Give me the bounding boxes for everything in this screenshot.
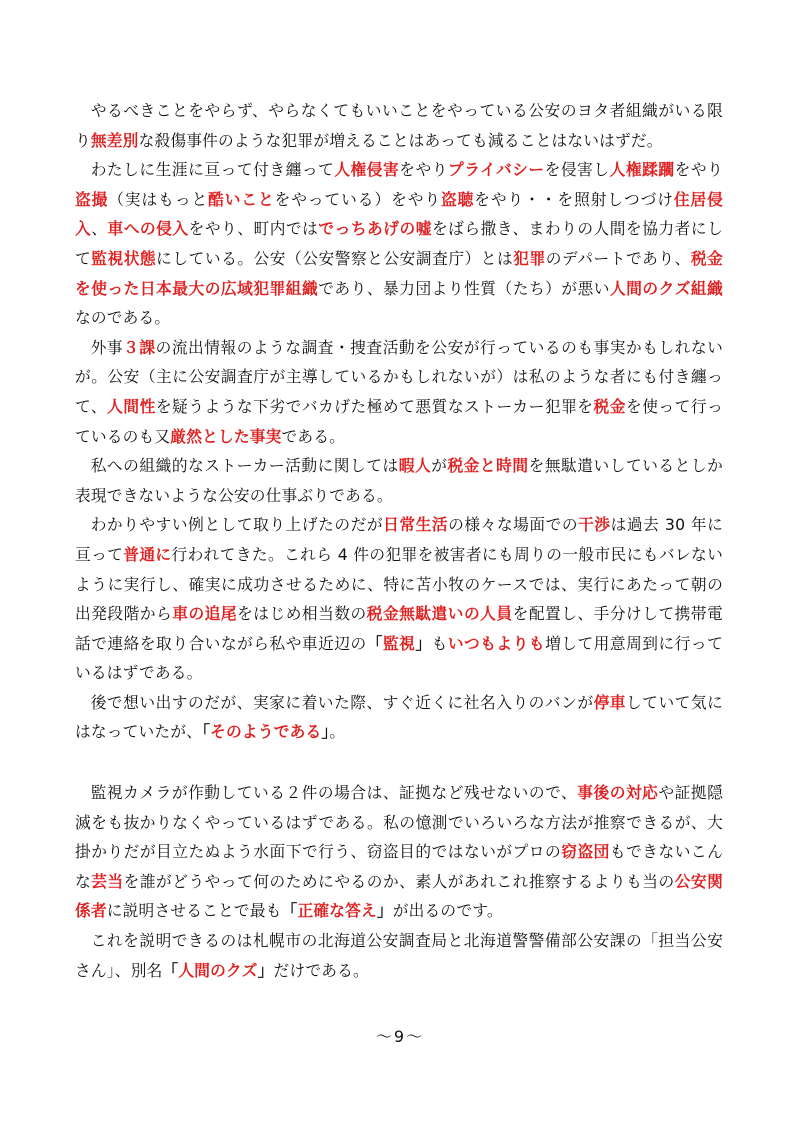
text-run: をやり、町内では	[188, 219, 319, 239]
quote-bracket: 「	[162, 960, 179, 980]
emphasized-phrase: 税金を使った日本最大の広域犯罪組織	[75, 248, 723, 298]
emphasized-phrase: 犯罪	[513, 248, 546, 268]
emphasized-phrase: 盗聴	[440, 189, 475, 209]
text-run: だけである。	[273, 960, 369, 980]
emphasized-phrase: 窃盗団	[561, 842, 610, 862]
emphasized-phrase: 厳然とした事実	[170, 426, 282, 446]
emphasized-phrase: 日常生活	[383, 515, 449, 535]
text-run: が出るのです。	[392, 901, 503, 921]
emphasized-phrase: ３課	[123, 337, 156, 357]
quote-bracket: 「	[366, 633, 383, 653]
text-run: 。	[329, 722, 346, 742]
text-run: やるべきことをやらず、やらなくてもいいことをやっている公安のヨタ者組織がいる限り	[75, 101, 723, 150]
text-run: を無駄遣いしているとしか表現できないような公安の仕事ぶりである。	[75, 456, 724, 505]
quote-bracket: 」	[415, 633, 432, 653]
text-run: これを説明できるのは札幌市の北海道公安調査局と北海道警警備部公安課の「担当公安さん」、別名	[75, 931, 723, 980]
text-run: 外事	[90, 337, 124, 357]
emphasized-phrase: 監視状態	[91, 248, 157, 268]
text-run: は過去 30 年に亘って	[75, 515, 723, 564]
emphasized-phrase: 干渉	[578, 515, 611, 535]
text-run: を誰がどうやって何のためにやるのか、素人があれこれ推察するよりも当の	[123, 871, 675, 891]
text-run: 監視カメラが作動している２件の場合は、証拠など残せないので、	[90, 783, 578, 803]
text-run: や証拠隠滅をも抜かりなくやっているはずである。私の憶測でいろいろな方法が推察できるが、大掛かりだが目立たぬよう水面下で行う、窃盗目的ではないがプロの	[75, 783, 723, 862]
page-number: ～9～	[375, 1027, 425, 1046]
paragraph	[75, 926, 723, 985]
emphasized-phrase: 監視	[382, 633, 416, 653]
emphasized-phrase: 芸当	[91, 871, 124, 891]
quote-bracket: 「	[202, 722, 211, 742]
text-run: 増して用意周到に行っているはずである。	[75, 633, 724, 683]
text-run: を配置し、手分けして携帯電話で連絡を取り合いながら私や車近辺の	[75, 604, 723, 653]
text-run: わたしに生涯に亘って付き纏って	[90, 160, 335, 180]
emphasized-phrase: 人権侵害	[334, 160, 400, 180]
emphasized-phrase: 車の追尾	[172, 604, 238, 624]
text-run: をやっている）をやり	[274, 189, 441, 209]
emphasized-phrase: 酷いこと	[208, 189, 275, 209]
emphasized-phrase: 人間のクズ組織	[610, 278, 724, 298]
emphasized-phrase: でっちあげの嘘	[318, 219, 432, 239]
document-body	[75, 96, 723, 985]
text-run: もできないこんな	[75, 842, 723, 891]
emphasized-phrase: 暇人	[398, 456, 432, 476]
emphasized-phrase: 税金	[593, 396, 626, 416]
quote-bracket: 」	[376, 901, 393, 921]
quote-bracket: 」	[321, 722, 330, 742]
emphasized-phrase: 車への侵入	[107, 219, 189, 239]
text-run: をばら撒き、まわりの人間を協力者にして	[75, 219, 724, 268]
paragraph-gap	[75, 747, 723, 778]
text-run: 、	[91, 219, 108, 239]
text-run: をはじめ相当数の	[237, 604, 367, 624]
text-run: をやり・・を照射しつづけ	[474, 189, 674, 209]
emphasized-phrase: いつもよりも	[447, 633, 546, 653]
text-run: 行われてきた。これら 4 件の犯罪を被害者にも周りの一般市民にもバレないように実行し、確実に成功させるために、特に苫小牧のケースでは、実行にあたって朝の出発段階から	[75, 544, 723, 624]
quote-bracket: 「	[281, 901, 298, 921]
text-run: わかりやすい例として取り上げたのだが	[90, 515, 384, 535]
text-run: 後で想い出すのだが、実家に着いた際、すぐ近くに社名入りのバンが	[90, 692, 594, 712]
paragraph	[75, 96, 723, 155]
emphasized-phrase: 税金と時間	[447, 456, 529, 476]
emphasized-phrase: 無差別	[90, 130, 139, 150]
emphasized-phrase: そのようである	[210, 722, 322, 742]
paragraph	[75, 510, 723, 688]
text-run: も	[431, 633, 448, 653]
text-run: の様々な場面での	[448, 515, 579, 535]
emphasized-phrase: 人間性	[107, 396, 156, 416]
paragraph	[75, 688, 723, 747]
emphasized-phrase: 住居侵入	[75, 189, 724, 239]
text-run: を疑うような下劣でバカげた極めて悪質なストーカー犯罪を	[155, 396, 594, 416]
emphasized-phrase: 正確な答え	[297, 901, 377, 921]
emphasized-phrase: 停車	[593, 692, 627, 712]
text-run: をやり	[399, 160, 449, 180]
emphasized-phrase: 公安関係者	[75, 871, 723, 921]
quote-bracket: 」	[257, 960, 274, 980]
text-run: であり、暴力団より性質（たち）が悪い	[318, 278, 610, 298]
paragraph	[75, 155, 723, 333]
text-run: していて気にはなっていたが、	[75, 692, 724, 742]
text-run: をやり	[674, 160, 723, 180]
text-run: の流出情報のような調査・捜査活動を公安が行っているのも事実かもしれないが。公安（主に公安調査庁が主導しているかもしれないが）は私のような者にも付き纏って、	[75, 337, 724, 416]
text-run: を使って行っているのも又	[75, 396, 723, 446]
text-run: にしている。公安（公安警察と公安調査庁）とは	[156, 248, 514, 268]
text-run: を侵害し	[544, 160, 610, 180]
emphasized-phrase: 人間のクズ	[178, 960, 258, 980]
paragraph	[75, 451, 723, 510]
text-run: （実はもっと	[108, 189, 209, 209]
emphasized-phrase: 事後の対応	[577, 783, 659, 803]
text-run: に説明させることで最も	[106, 901, 282, 921]
text-run: な殺傷事件のような犯罪が増えることはあっても減ることはないはずだ。	[138, 130, 663, 150]
emphasized-phrase: 普通に	[123, 544, 172, 564]
emphasized-phrase: 税金無駄遣いの人員	[366, 604, 513, 624]
text-run: が	[431, 456, 448, 476]
text-run: のデパートであり、	[545, 248, 691, 268]
text-run: である。	[281, 426, 346, 446]
text-run: 私への組織的なストーカー活動に関しては	[90, 456, 399, 476]
emphasized-phrase: プライバシー	[448, 160, 545, 180]
emphasized-phrase: 盗撮	[75, 189, 109, 209]
text-run: なのである。	[75, 308, 171, 328]
paragraph	[75, 333, 723, 451]
paragraph	[75, 778, 723, 926]
emphasized-phrase: 人権蹂躙	[609, 160, 675, 180]
